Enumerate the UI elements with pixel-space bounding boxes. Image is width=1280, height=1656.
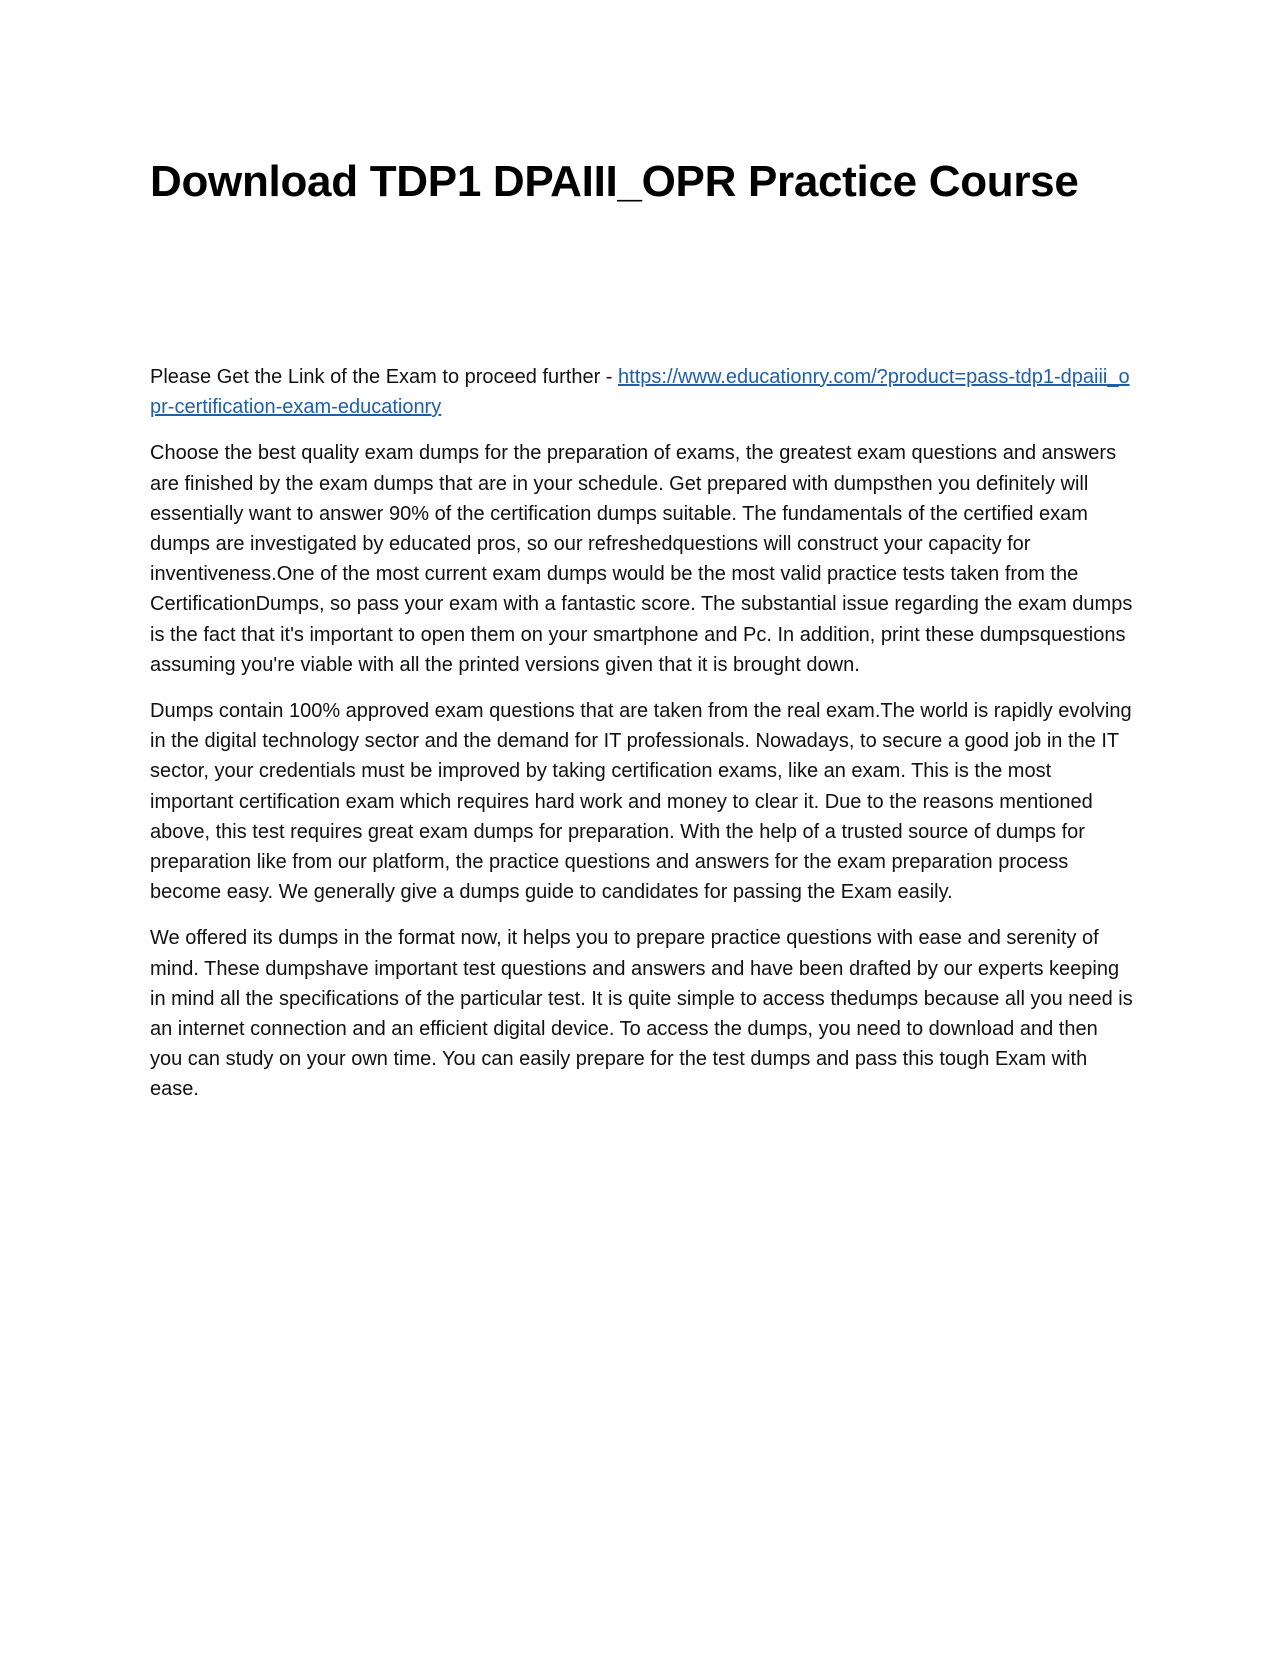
body-paragraph-3: We offered its dumps in the format now, it helps you to prepare practice questions with ease and serenity of mind. These dumpshave important test questions and answers and have been drafted by our experts keeping in mind all the specifications of the particular test. It is quite simple to access thedumps because all you need is an internet connection and an efficient digital device. To access the dumps, you need to download and then you can study on your own time. You can easily prepare for the test dumps and pass this tough Exam with ease. (150, 927, 1133, 1101)
intro-text: Please Get the Link of the Exam to proceed further - (150, 366, 619, 388)
exam-link[interactable]: https://www.educationry.com/?product=pass-tdp1-dpaiii_opr-certification-exam-educationry (150, 366, 1130, 419)
intro-paragraph (150, 362, 1135, 422)
body-paragraph-2: Dumps contain 100% approved exam questions that are taken from the real exam.The world is rapidly evolving in the digital technology sector and the demand for IT professionals. Nowadays, to secure a good job in the IT sector, your credentials must be improved by taking certification exams, like an exam. This is the most important certification exam which requires hard work and money to clear it. Due to the reasons mentioned above, this test requires great exam dumps for preparation. With the help of a trusted source of dumps for preparation like from our platform, the practice questions and answers for the exam preparation process become easy. We generally give a dumps guide to candidates for passing the Exam easily. (150, 700, 1132, 904)
body-paragraph-1: Choose the best quality exam dumps for the preparation of exams, the greatest exam questions and answers are finished by the exam dumps that are in your schedule. Get prepared with dumpsthen you definitely will essentially want to answer 90% of the certification dumps suitable. The fundamentals of the certified exam dumps are investigated by educated pros, so our refreshedquestions will construct your capacity for inventiveness.One of the most current exam dumps would be the most valid practice tests taken from the CertificationDumps, so pass your exam with a fantastic score. The substantial issue regarding the exam dumps is the fact that it's important to open them on your smartphone and Pc. In addition, print these dumpsquestions assuming you're viable with all the printed versions given that it is brought down. (150, 442, 1133, 676)
document-body (150, 362, 1135, 1121)
page-title: Download TDP1 DPAIII_OPR Practice Course (150, 157, 1079, 206)
